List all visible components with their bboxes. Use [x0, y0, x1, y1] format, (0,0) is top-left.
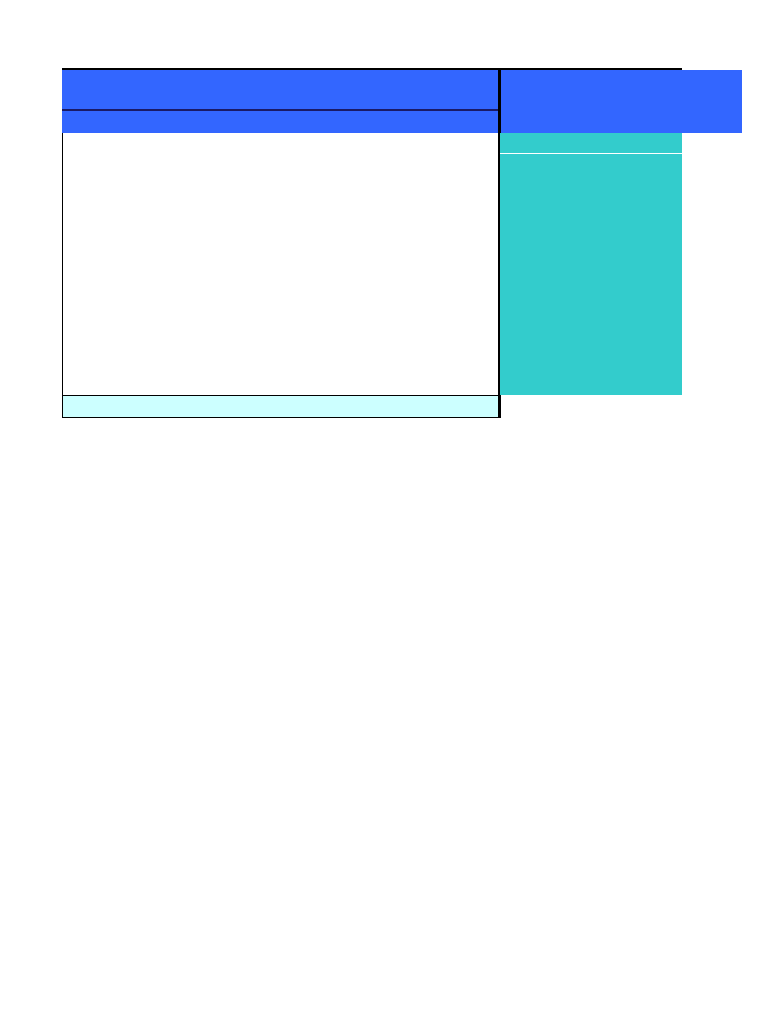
column-header-thermal-guard: [564, 159, 600, 391]
head-group-label: [500, 133, 682, 153]
title-separator: [62, 109, 500, 111]
column-header-flame-hood: [638, 159, 662, 391]
description-area: [62, 133, 500, 395]
title-band-top: [62, 70, 500, 110]
task-label-bar: [62, 395, 500, 418]
column-headers: [500, 154, 682, 395]
ppe-title-band: [500, 70, 742, 133]
page-title: [62, 111, 500, 133]
column-header-skull-guard: [504, 159, 540, 391]
